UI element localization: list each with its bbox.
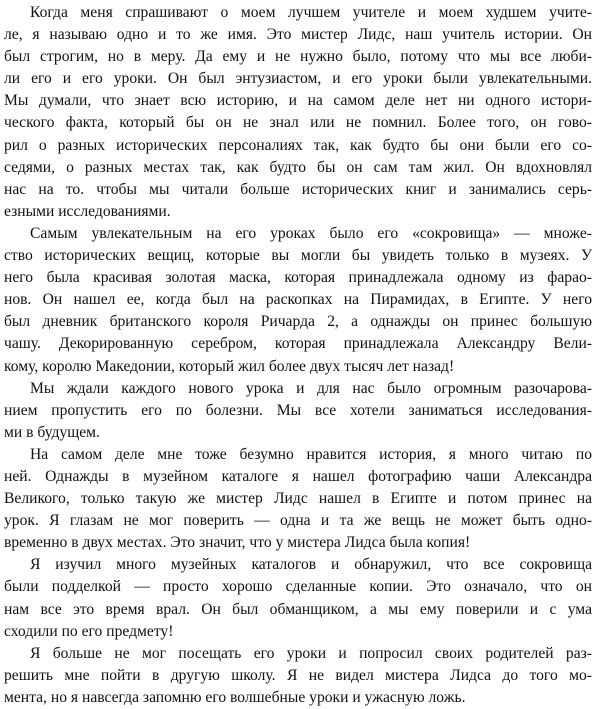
text-line: ми в будущем. <box>4 423 100 441</box>
text-line: нием пропустить его по болезни. Мы все хотели заниматься исследования- <box>4 401 592 419</box>
text-line: кому, королю Македонии, который жил более двух тысяч лет назад! <box>4 357 455 375</box>
text-line: На самом деле мне тоже безумно нравится история, я много читаю по <box>30 445 592 463</box>
paragraph-1 <box>4 2 592 223</box>
text-line: Великого, только такую же мистер Лидс нашел в Египте и потом принес на <box>4 490 592 508</box>
paragraph-2 <box>4 223 592 378</box>
text-line: Мы думали, что знает всю историю, и на самом деле нет ни одного истори- <box>4 92 592 110</box>
text-line: нам все это время врал. Он был обманщиком, а мы ему поверили и с ума <box>4 600 592 618</box>
text-line: сходили по его предмету! <box>4 622 174 640</box>
text-line: Самым увлекательным на его уроках было его «сокровища» — множе- <box>30 224 592 242</box>
text-line: мента, но я навсегда запомню его волшебные уроки и ужасную ложь. <box>4 688 466 706</box>
text-line: Я изучил много музейных каталогов и обнаружил, что все сокровища <box>30 556 592 574</box>
text-line: рил о разных исторических персоналиях так, как будто бы они были его со- <box>4 136 592 154</box>
text-line: Когда меня спрашивают о моем лучшем учителе и моем худшем учите- <box>30 4 592 21</box>
text-line: нас на то. чтобы мы читали больше исторических книг и занимались серь- <box>4 180 592 198</box>
text-line: ли его и его уроки. Он был энтузиастом, и его уроки были увлекательными. <box>4 70 592 88</box>
text-line: Я больше не мог посещать его уроки и попросил своих родителей раз- <box>30 644 592 662</box>
text-line: нов. Он нашел ее, когда был на раскопках на Пирамидах, в Египте. У него <box>4 291 592 309</box>
text-line: ство исторических вещиц, которые вы могли бы увидеть только в музеях. У <box>4 247 592 265</box>
paragraph-5 <box>4 554 592 642</box>
text-line: Мы ждали каждого нового урока и для нас было огромным разочарова- <box>30 379 592 397</box>
text-line: урок. Я глазам не мог поверить — одна и та же вещь не может быть одно- <box>4 512 592 530</box>
text-line: ней. Однажды в музейном каталоге я нашел фотографию чаши Александра <box>4 467 592 485</box>
text-line: решить мне пойти в другую школу. Я не видел мистера Лидса до того мо- <box>4 666 592 684</box>
paragraph-3 <box>4 378 592 444</box>
text-line: ле, я называю одно и то же имя. Это мистер Лидс, наш учитель истории. Он <box>4 26 592 44</box>
text-line: седями, о разных местах так, как будто бы он сам там жил. Он вдохновлял <box>4 158 592 176</box>
text-line: был строгим, но в меру. Да ему и не нужно было, потому что мы все люби- <box>4 48 592 66</box>
paragraph-6 <box>4 643 592 709</box>
text-line: чашу. Декорированную серебром, которая принадлежала Александру Вели- <box>4 335 592 353</box>
text-line: были подделкой — просто хорошо сделанные копии. Это означало, что он <box>4 578 592 596</box>
paragraph-4 <box>4 444 592 554</box>
text-line: ческого факта, который бы он не знал или не помнил. Более того, он гово- <box>4 114 592 132</box>
text-line: него была красивая золотая маска, которая принадлежала одному из фарао- <box>4 269 592 287</box>
text-line: временно в двух местах. Это значит, что у мистера Лидса была копия! <box>4 534 471 552</box>
text-line: был дневник британского короля Ричарда 2, а однажды он принес большую <box>4 313 592 331</box>
text-line: езными исследованиями. <box>4 202 171 220</box>
